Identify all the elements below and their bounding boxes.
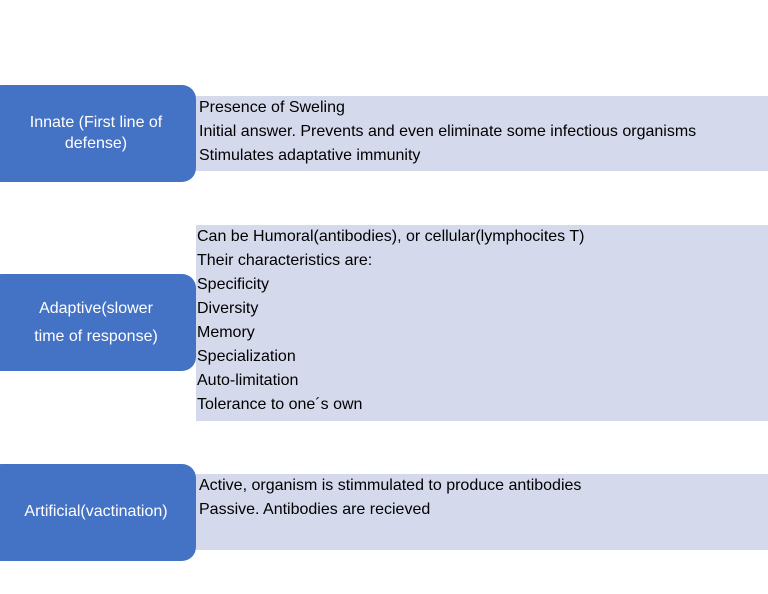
adaptive-line-2: Their characteristics are: xyxy=(197,252,373,269)
innate-label-box xyxy=(0,85,196,182)
adaptive-line-4: Diversity xyxy=(197,300,259,317)
adaptive-label-line-1: Adaptive(slower xyxy=(39,300,153,318)
artificial-label-box xyxy=(0,464,196,561)
adaptive-description-box xyxy=(196,225,768,421)
adaptive-line-6: Specialization xyxy=(197,348,296,365)
innate-line-3: Stimulates adaptative immunity xyxy=(199,147,421,164)
adaptive-line-7: Auto-limitation xyxy=(197,372,299,389)
adaptive-line-1: Can be Humoral(antibodies), or cellular(lymphocites T) xyxy=(197,228,585,245)
artificial-description-box xyxy=(196,474,768,550)
artificial-label: Artificial(vactination) xyxy=(24,503,168,521)
innate-label: Innate (First line of defense) xyxy=(29,113,163,152)
adaptive-line-8: Tolerance to one´s own xyxy=(197,396,363,413)
innate-description-box xyxy=(196,96,768,171)
innate-line-1: Presence of Sweling xyxy=(199,99,345,116)
innate-line-2: Initial answer. Prevents and even eliminate some infectious organisms xyxy=(199,123,697,140)
artificial-line-2: Passive. Antibodies are recieved xyxy=(199,501,431,518)
artificial-line-1: Active, organism is stimmulated to produce antibodies xyxy=(199,477,582,494)
adaptive-line-5: Memory xyxy=(197,324,255,341)
adaptive-line-3: Specificity xyxy=(197,276,270,293)
adaptive-label-box xyxy=(0,274,196,371)
adaptive-label-line-2: time of response) xyxy=(34,327,158,345)
